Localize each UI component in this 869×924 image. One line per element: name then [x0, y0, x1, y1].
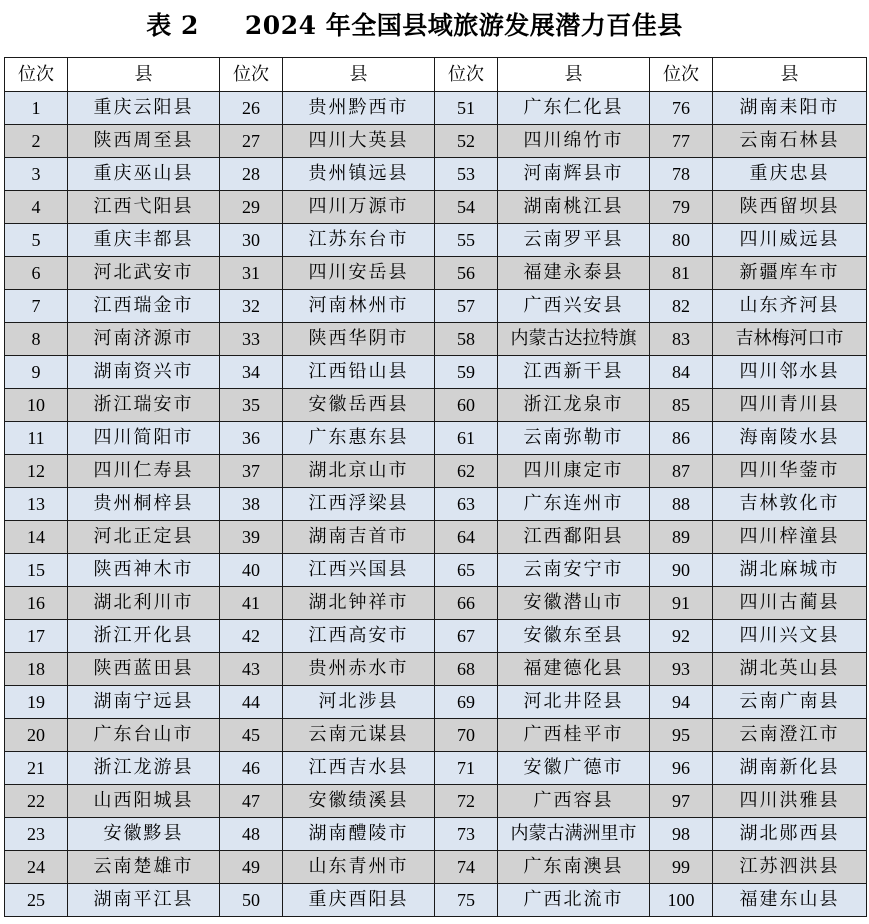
county-cell: 浙江瑞安市	[68, 389, 220, 422]
rank-cell: 65	[435, 554, 498, 587]
table-row	[5, 719, 867, 752]
county-cell: 福建东山县	[713, 884, 867, 917]
county-cell: 山西阳城县	[68, 785, 220, 818]
rank-cell: 79	[650, 191, 713, 224]
county-cell: 江西铅山县	[283, 356, 435, 389]
header-rank: 位次	[5, 58, 68, 92]
county-cell: 广西北流市	[498, 884, 650, 917]
county-cell: 广东仁化县	[498, 92, 650, 125]
rank-cell: 15	[5, 554, 68, 587]
county-cell: 四川万源市	[283, 191, 435, 224]
table-row	[5, 752, 867, 785]
rank-cell: 32	[220, 290, 283, 323]
county-cell: 陕西华阴市	[283, 323, 435, 356]
county-cell: 福建永泰县	[498, 257, 650, 290]
county-cell: 河南林州市	[283, 290, 435, 323]
rank-cell: 97	[650, 785, 713, 818]
county-cell: 山东齐河县	[713, 290, 867, 323]
table-row	[5, 455, 867, 488]
county-cell: 江苏泗洪县	[713, 851, 867, 884]
rank-cell: 9	[5, 356, 68, 389]
county-cell: 四川青川县	[713, 389, 867, 422]
rank-cell: 95	[650, 719, 713, 752]
rank-cell: 30	[220, 224, 283, 257]
county-cell: 湖北郧西县	[713, 818, 867, 851]
rank-cell: 33	[220, 323, 283, 356]
rank-cell: 26	[220, 92, 283, 125]
rank-cell: 58	[435, 323, 498, 356]
header-county: 县	[713, 58, 867, 92]
county-cell: 贵州桐梓县	[68, 488, 220, 521]
rank-cell: 89	[650, 521, 713, 554]
rank-cell: 28	[220, 158, 283, 191]
county-cell: 新疆库车市	[713, 257, 867, 290]
rank-cell: 77	[650, 125, 713, 158]
county-cell: 四川洪雅县	[713, 785, 867, 818]
rank-cell: 88	[650, 488, 713, 521]
rank-cell: 67	[435, 620, 498, 653]
county-cell: 云南安宁市	[498, 554, 650, 587]
rank-cell: 69	[435, 686, 498, 719]
ranking-table	[4, 57, 867, 917]
rank-cell: 53	[435, 158, 498, 191]
county-cell: 云南元谋县	[283, 719, 435, 752]
rank-cell: 76	[650, 92, 713, 125]
rank-cell: 83	[650, 323, 713, 356]
county-cell: 江西吉水县	[283, 752, 435, 785]
table-row	[5, 158, 867, 191]
rank-cell: 25	[5, 884, 68, 917]
rank-cell: 44	[220, 686, 283, 719]
county-cell: 四川康定市	[498, 455, 650, 488]
county-cell: 湖北麻城市	[713, 554, 867, 587]
county-cell: 贵州镇远县	[283, 158, 435, 191]
rank-cell: 57	[435, 290, 498, 323]
rank-cell: 40	[220, 554, 283, 587]
county-cell: 海南陵水县	[713, 422, 867, 455]
county-cell: 安徽东至县	[498, 620, 650, 653]
county-cell: 湖南平江县	[68, 884, 220, 917]
county-cell: 湖南吉首市	[283, 521, 435, 554]
county-cell: 河南辉县市	[498, 158, 650, 191]
table-row	[5, 488, 867, 521]
header-county: 县	[283, 58, 435, 92]
header-county: 县	[68, 58, 220, 92]
table-row	[5, 686, 867, 719]
county-cell: 河北涉县	[283, 686, 435, 719]
county-cell: 重庆丰都县	[68, 224, 220, 257]
table-row	[5, 125, 867, 158]
county-cell: 湖南耒阳市	[713, 92, 867, 125]
county-cell: 山东青州市	[283, 851, 435, 884]
rank-cell: 68	[435, 653, 498, 686]
county-cell: 陕西留坝县	[713, 191, 867, 224]
county-cell: 四川兴文县	[713, 620, 867, 653]
county-cell: 广东南澳县	[498, 851, 650, 884]
rank-cell: 39	[220, 521, 283, 554]
county-cell: 河北正定县	[68, 521, 220, 554]
table-row	[5, 851, 867, 884]
county-cell: 河北武安市	[68, 257, 220, 290]
rank-cell: 17	[5, 620, 68, 653]
county-cell: 重庆酉阳县	[283, 884, 435, 917]
table-row	[5, 92, 867, 125]
rank-cell: 43	[220, 653, 283, 686]
rank-cell: 75	[435, 884, 498, 917]
rank-cell: 54	[435, 191, 498, 224]
rank-cell: 34	[220, 356, 283, 389]
rank-cell: 63	[435, 488, 498, 521]
county-cell: 陕西神木市	[68, 554, 220, 587]
table-row	[5, 884, 867, 917]
rank-cell: 94	[650, 686, 713, 719]
rank-cell: 24	[5, 851, 68, 884]
county-cell: 四川大英县	[283, 125, 435, 158]
header-rank: 位次	[435, 58, 498, 92]
rank-cell: 64	[435, 521, 498, 554]
county-cell: 江苏东台市	[283, 224, 435, 257]
county-cell: 广西桂平市	[498, 719, 650, 752]
county-cell: 四川安岳县	[283, 257, 435, 290]
rank-cell: 85	[650, 389, 713, 422]
rank-cell: 46	[220, 752, 283, 785]
county-cell: 云南弥勒市	[498, 422, 650, 455]
county-cell: 云南石林县	[713, 125, 867, 158]
table-row	[5, 818, 867, 851]
rank-cell: 22	[5, 785, 68, 818]
rank-cell: 35	[220, 389, 283, 422]
rank-cell: 13	[5, 488, 68, 521]
county-cell: 江西高安市	[283, 620, 435, 653]
rank-cell: 45	[220, 719, 283, 752]
rank-cell: 98	[650, 818, 713, 851]
table-row	[5, 521, 867, 554]
county-cell: 湖南宁远县	[68, 686, 220, 719]
rank-cell: 31	[220, 257, 283, 290]
county-cell: 湖南资兴市	[68, 356, 220, 389]
rank-cell: 51	[435, 92, 498, 125]
county-cell: 内蒙古满洲里市	[498, 818, 650, 851]
county-cell: 四川华蓥市	[713, 455, 867, 488]
county-cell: 湖南桃江县	[498, 191, 650, 224]
rank-cell: 6	[5, 257, 68, 290]
county-cell: 广东台山市	[68, 719, 220, 752]
table-row	[5, 389, 867, 422]
county-cell: 云南楚雄市	[68, 851, 220, 884]
rank-cell: 82	[650, 290, 713, 323]
header-rank: 位次	[220, 58, 283, 92]
county-cell: 四川仁寿县	[68, 455, 220, 488]
county-cell: 浙江龙泉市	[498, 389, 650, 422]
rank-cell: 74	[435, 851, 498, 884]
rank-cell: 55	[435, 224, 498, 257]
rank-cell: 96	[650, 752, 713, 785]
table-row	[5, 620, 867, 653]
rank-cell: 8	[5, 323, 68, 356]
county-cell: 云南罗平县	[498, 224, 650, 257]
county-cell: 安徽潜山市	[498, 587, 650, 620]
county-cell: 湖南醴陵市	[283, 818, 435, 851]
rank-cell: 2	[5, 125, 68, 158]
table-row	[5, 554, 867, 587]
county-cell: 江西鄱阳县	[498, 521, 650, 554]
rank-cell: 38	[220, 488, 283, 521]
rank-cell: 11	[5, 422, 68, 455]
rank-cell: 29	[220, 191, 283, 224]
rank-cell: 21	[5, 752, 68, 785]
table-number: 表 2	[146, 11, 199, 40]
county-cell: 浙江开化县	[68, 620, 220, 653]
rank-cell: 81	[650, 257, 713, 290]
county-cell: 安徽黟县	[68, 818, 220, 851]
county-cell: 广西容县	[498, 785, 650, 818]
county-cell: 江西兴国县	[283, 554, 435, 587]
county-cell: 贵州黔西市	[283, 92, 435, 125]
rank-cell: 66	[435, 587, 498, 620]
county-cell: 陕西周至县	[68, 125, 220, 158]
county-cell: 吉林敦化市	[713, 488, 867, 521]
county-cell: 湖北英山县	[713, 653, 867, 686]
rank-cell: 52	[435, 125, 498, 158]
county-cell: 贵州赤水市	[283, 653, 435, 686]
county-cell: 安徽岳西县	[283, 389, 435, 422]
rank-cell: 37	[220, 455, 283, 488]
table-row	[5, 422, 867, 455]
rank-cell: 80	[650, 224, 713, 257]
county-cell: 云南广南县	[713, 686, 867, 719]
rank-cell: 16	[5, 587, 68, 620]
rank-cell: 18	[5, 653, 68, 686]
rank-cell: 99	[650, 851, 713, 884]
table-row	[5, 785, 867, 818]
county-cell: 四川绵竹市	[498, 125, 650, 158]
table-title	[0, 10, 869, 42]
table-row	[5, 290, 867, 323]
county-cell: 安徽绩溪县	[283, 785, 435, 818]
county-cell: 四川邻水县	[713, 356, 867, 389]
rank-cell: 41	[220, 587, 283, 620]
county-cell: 内蒙古达拉特旗	[498, 323, 650, 356]
rank-cell: 7	[5, 290, 68, 323]
rank-cell: 92	[650, 620, 713, 653]
county-cell: 江西新干县	[498, 356, 650, 389]
rank-cell: 5	[5, 224, 68, 257]
table-row	[5, 257, 867, 290]
table-title-text: 2024 年全国县域旅游发展潜力百佳县	[244, 11, 683, 40]
county-cell: 河北井陉县	[498, 686, 650, 719]
rank-cell: 12	[5, 455, 68, 488]
rank-cell: 48	[220, 818, 283, 851]
county-cell: 福建德化县	[498, 653, 650, 686]
rank-cell: 62	[435, 455, 498, 488]
header-rank: 位次	[650, 58, 713, 92]
rank-cell: 1	[5, 92, 68, 125]
county-cell: 吉林梅河口市	[713, 323, 867, 356]
county-cell: 四川梓潼县	[713, 521, 867, 554]
county-cell: 陕西蓝田县	[68, 653, 220, 686]
rank-cell: 72	[435, 785, 498, 818]
county-cell: 广西兴安县	[498, 290, 650, 323]
rank-cell: 49	[220, 851, 283, 884]
county-cell: 云南澄江市	[713, 719, 867, 752]
county-cell: 江西弋阳县	[68, 191, 220, 224]
rank-cell: 91	[650, 587, 713, 620]
rank-cell: 60	[435, 389, 498, 422]
rank-cell: 3	[5, 158, 68, 191]
county-cell: 四川古蔺县	[713, 587, 867, 620]
table-row	[5, 224, 867, 257]
county-cell: 广东连州市	[498, 488, 650, 521]
rank-cell: 42	[220, 620, 283, 653]
rank-cell: 10	[5, 389, 68, 422]
rank-cell: 90	[650, 554, 713, 587]
table-body	[5, 92, 867, 917]
county-cell: 湖南新化县	[713, 752, 867, 785]
rank-cell: 4	[5, 191, 68, 224]
county-cell: 四川简阳市	[68, 422, 220, 455]
rank-cell: 47	[220, 785, 283, 818]
county-cell: 重庆忠县	[713, 158, 867, 191]
rank-cell: 50	[220, 884, 283, 917]
county-cell: 广东惠东县	[283, 422, 435, 455]
rank-cell: 19	[5, 686, 68, 719]
county-cell: 湖北钟祥市	[283, 587, 435, 620]
header-county: 县	[498, 58, 650, 92]
table-row	[5, 587, 867, 620]
rank-cell: 56	[435, 257, 498, 290]
rank-cell: 71	[435, 752, 498, 785]
rank-cell: 23	[5, 818, 68, 851]
rank-cell: 73	[435, 818, 498, 851]
county-cell: 浙江龙游县	[68, 752, 220, 785]
rank-cell: 36	[220, 422, 283, 455]
rank-cell: 70	[435, 719, 498, 752]
rank-cell: 87	[650, 455, 713, 488]
rank-cell: 59	[435, 356, 498, 389]
rank-cell: 14	[5, 521, 68, 554]
county-cell: 湖北利川市	[68, 587, 220, 620]
county-cell: 江西瑞金市	[68, 290, 220, 323]
table-row	[5, 653, 867, 686]
rank-cell: 84	[650, 356, 713, 389]
table-row	[5, 356, 867, 389]
table-row	[5, 191, 867, 224]
rank-cell: 20	[5, 719, 68, 752]
rank-cell: 78	[650, 158, 713, 191]
county-cell: 四川威远县	[713, 224, 867, 257]
county-cell: 湖北京山市	[283, 455, 435, 488]
rank-cell: 100	[650, 884, 713, 917]
county-cell: 河南济源市	[68, 323, 220, 356]
county-cell: 江西浮梁县	[283, 488, 435, 521]
rank-cell: 93	[650, 653, 713, 686]
county-cell: 重庆巫山县	[68, 158, 220, 191]
county-cell: 重庆云阳县	[68, 92, 220, 125]
rank-cell: 86	[650, 422, 713, 455]
county-cell: 安徽广德市	[498, 752, 650, 785]
rank-cell: 27	[220, 125, 283, 158]
table-row	[5, 323, 867, 356]
rank-cell: 61	[435, 422, 498, 455]
table-header-row	[5, 58, 867, 92]
